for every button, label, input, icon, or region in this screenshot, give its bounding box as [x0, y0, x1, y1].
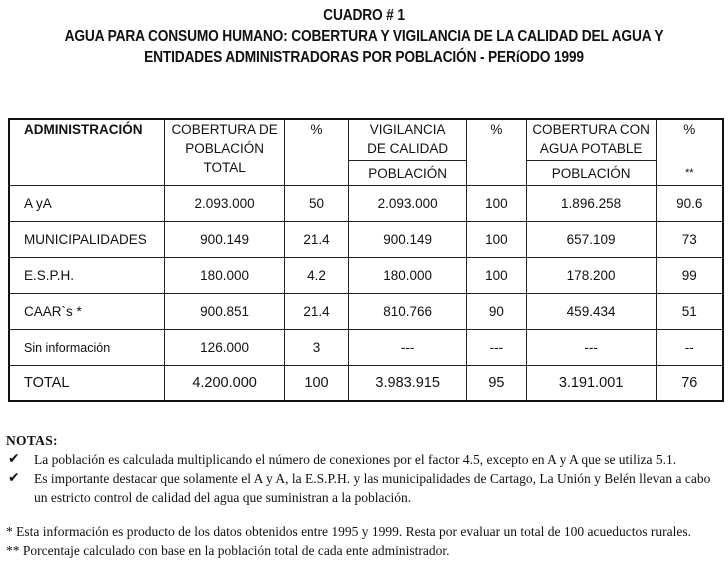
row-vigilancia: 810.766 [349, 294, 467, 330]
row-pct3: -- [656, 330, 723, 366]
row-potable: 1.896.258 [526, 186, 656, 222]
header-cobertura [165, 119, 285, 186]
row-potable: 657.109 [526, 222, 656, 258]
table-row [9, 222, 723, 258]
row-vigilancia: --- [349, 330, 467, 366]
notes-section [6, 431, 724, 507]
row-potable: --- [526, 330, 656, 366]
footnote-1: * Esta información es producto de los datos obtenidos entre 1995 y 1999. Resta por evaluar un total de 100 acueductos rurales. [6, 524, 691, 539]
total-name: TOTAL [9, 366, 165, 402]
table-row [9, 330, 723, 366]
title-line-3: ENTIDADES ADMINISTRADORAS POR POBLACIÓN - PERíODO 1999 [144, 49, 584, 66]
row-pct1: 21.4 [284, 294, 348, 330]
notes-title: NOTAS: [6, 433, 58, 448]
table-row [9, 186, 723, 222]
row-name: MUNICIPALIDADES [9, 222, 165, 258]
row-vigilancia: 180.000 [349, 258, 467, 294]
row-name: Sin información [9, 330, 165, 366]
header-cobertura-line2: POBLACIÓN TOTAL [185, 141, 264, 175]
row-name: A yA [9, 186, 165, 222]
table-row [9, 258, 723, 294]
footnotes-section [6, 522, 724, 560]
row-pct2: --- [467, 330, 526, 366]
row-vigilancia: 900.149 [349, 222, 467, 258]
row-potable: 178.200 [526, 258, 656, 294]
header-pct3: % [656, 119, 723, 161]
header-cobagua-line1: COBERTURA CON [532, 122, 650, 137]
row-vigilancia: 2.093.000 [349, 186, 467, 222]
footnote-2: ** Porcentaje calculado con base en la población total de cada ente administrador. [6, 543, 450, 558]
row-pct1: 50 [284, 186, 348, 222]
row-name: CAAR`s * [9, 294, 165, 330]
row-pct1: 4.2 [284, 258, 348, 294]
note-item [6, 469, 724, 507]
title-line-1: CUADRO # 1 [323, 7, 405, 24]
header-row [9, 119, 723, 161]
row-pct3: 73 [656, 222, 723, 258]
header-cobertura-line1: COBERTURA DE [171, 122, 278, 137]
subheader-cobagua-poblacion: POBLACIÓN [526, 161, 656, 186]
total-pct1: 100 [284, 366, 348, 402]
row-cobertura: 2.093.000 [165, 186, 285, 222]
subheader-vigilancia-poblacion: POBLACIÓN [349, 161, 467, 186]
total-cobertura: 4.200.000 [165, 366, 285, 402]
row-pct2: 100 [467, 222, 526, 258]
row-name: E.S.P.H. [9, 258, 165, 294]
header-pct2: % [467, 119, 526, 186]
note-item [6, 450, 724, 469]
document-title [0, 6, 728, 68]
header-cobertura-agua [526, 119, 656, 161]
row-pct3: 90.6 [656, 186, 723, 222]
coverage-table [8, 118, 724, 402]
total-pct2: 95 [467, 366, 526, 402]
table-row [9, 294, 723, 330]
row-pct3: 51 [656, 294, 723, 330]
row-pct3: 99 [656, 258, 723, 294]
note-text: La población es calculada multiplicando el número de conexiones por el factor 4.5, excepto en A y A que se utiliza 5.1. [34, 452, 677, 467]
row-potable: 459.434 [526, 294, 656, 330]
header-vigilancia [349, 119, 467, 161]
row-pct1: 3 [284, 330, 348, 366]
row-pct2: 100 [467, 186, 526, 222]
row-pct1: 21.4 [284, 222, 348, 258]
header-pct1: % [284, 119, 348, 186]
header-administracion: ADMINISTRACIÓN [9, 119, 165, 186]
row-pct2: 90 [467, 294, 526, 330]
check-mark-icon: ✔ [8, 470, 20, 486]
total-vigilancia: 3.983.915 [349, 366, 467, 402]
header-vigilancia-line1: VIGILANCIA [369, 122, 446, 137]
row-cobertura: 900.851 [165, 294, 285, 330]
subheader-pct3: ** [656, 161, 723, 186]
row-pct2: 100 [467, 258, 526, 294]
row-cobertura: 180.000 [165, 258, 285, 294]
check-mark-icon: ✔ [8, 451, 20, 467]
note-text: Es importante destacar que solamente el A y A, la E.S.P.H. y las municipalidades de Cartago, La Unión y Belén llevan a cabo un estricto control de calidad del agua que suministran a la población. [34, 471, 711, 505]
header-vigilancia-line2: DE CALIDAD [367, 141, 449, 156]
total-pct3: 76 [656, 366, 723, 402]
total-row [9, 366, 723, 402]
header-cobagua-line2: AGUA POTABLE [539, 141, 643, 156]
total-potable: 3.191.001 [526, 366, 656, 402]
row-cobertura: 126.000 [165, 330, 285, 366]
row-cobertura: 900.149 [165, 222, 285, 258]
title-line-2: AGUA PARA CONSUMO HUMANO: COBERTURA Y VIGILANCIA DE LA CALIDAD DEL AGUA Y [64, 28, 664, 45]
